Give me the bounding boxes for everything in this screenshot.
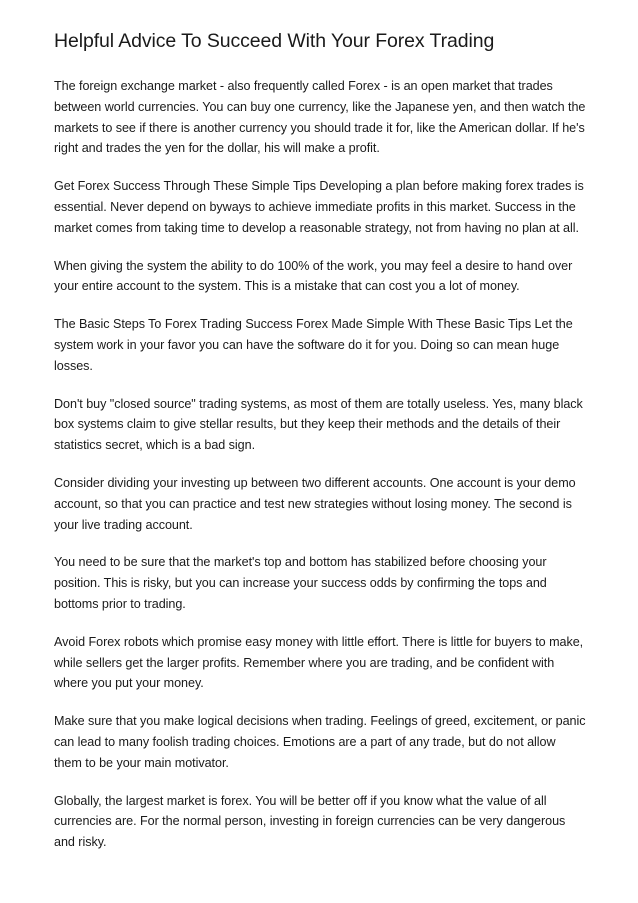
paragraph-10: Globally, the largest market is forex. You will be better off if you know what the value of all currencies are. For the normal person, investing in foreign currencies can be very dangerous and risky. [54,793,566,850]
paragraph-6: Consider dividing your investing up between two different accounts. One account is your demo account, so that you can practice and test new strategies without losing money. The second is your live trading account. [54,475,576,532]
paragraph-8: Avoid Forex robots which promise easy money with little effort. There is little for buyers to make, while sellers get the larger profits. Remember where you are trading, and be confident with where you put your money. [54,634,584,691]
paragraph-7: You need to be sure that the market's top and bottom has stabilized before choosing your position. This is risky, but you can increase your success odds by confirming the tops and bottoms prior to trading. [54,555,547,611]
paragraph-3: When giving the system the ability to do 100% of the work, you may feel a desire to hand over your entire account to the system. This is a mistake that can cost you a lot of money. [54,258,573,294]
paragraph-1: The foreign exchange market - also frequently called Forex - is an open market that trades between world currencies. You can buy one currency, like the Japanese yen, and then watch the markets to see if there is another currency you should trade it for, like the American dollar. If he's right and trades the yen for the dollar, his will make a profit. [54,79,586,156]
paragraph-9: Make sure that you make logical decisions when trading. Feelings of greed, excitement, or panic can lead to many foolish trading choices. Emotions are a part of any trade, but do not allow them to be your main motivator. [54,714,586,770]
paragraph-5: Don't buy "closed source" trading systems, as most of them are totally useless. Yes, many black box systems claim to give stellar results, but they keep their methods and the details of their statistics secret, which is a bad sign. [54,396,583,453]
document-title: Helpful Advice To Succeed With Your Forex Trading [54,30,495,52]
paragraph-2: Get Forex Success Through These Simple Tips Developing a plan before making forex trades is essential. Never depend on byways to achieve immediate profits in this market. Success in the market comes from taking time to develop a reasonable strategy, not from having no plan at all. [54,179,584,235]
paragraph-4: The Basic Steps To Forex Trading Success Forex Made Simple With These Basic Tips Let the system work in your favor you can have the software do it for you. Doing so can mean huge losses. [54,317,573,373]
